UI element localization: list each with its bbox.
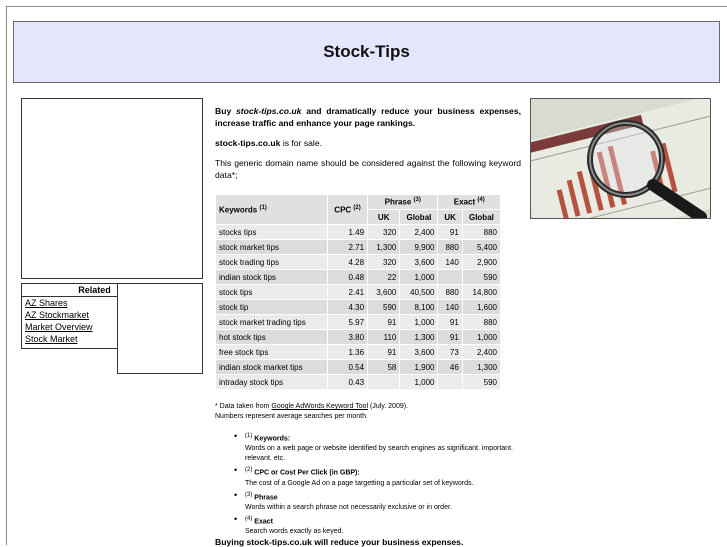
cell-kw: stock market tips (216, 240, 328, 255)
keyword-table (215, 194, 501, 390)
col-phrase-global: Global (400, 210, 438, 225)
cell-pgl: 8,100 (400, 300, 438, 315)
cell-egl: 1,300 (462, 360, 500, 375)
adwords-tool-link[interactable]: Google AdWords Keyword Tool (271, 403, 369, 410)
cell-puk (368, 375, 400, 390)
table-row (216, 360, 501, 375)
site-header (13, 21, 720, 83)
cell-cpc: 1.36 (328, 345, 368, 360)
definition-item: • $^{(2)}$ CPC or Cost Per Click (in GBP): The cost of a Google Ad on a page targetting a particular set of keywords. (245, 465, 525, 488)
ad-box-large[interactable] (21, 98, 203, 279)
cell-puk: 1,300 (368, 240, 400, 255)
cell-euk: 46 (438, 360, 462, 375)
table-row (216, 285, 501, 300)
cell-pgl: 1,900 (400, 360, 438, 375)
cell-kw: stock trading tips (216, 255, 328, 270)
table-row (216, 345, 501, 360)
cell-cpc: 1.49 (328, 225, 368, 240)
definition-item: • $^{(1)}$ Keywords: Words on a web page or website identified by search engines as significant. important. relevant. etc. (245, 431, 525, 464)
table-row (216, 300, 501, 315)
col-exact-uk: UK (438, 210, 462, 225)
cell-kw: stock tips (216, 285, 328, 300)
table-row (216, 375, 501, 390)
cell-euk: 73 (438, 345, 462, 360)
footer-text: Buying stock-tips.co.uk will reduce your business expenses. (215, 537, 464, 547)
site-title: Stock-Tips (323, 42, 410, 61)
table-row (216, 315, 501, 330)
cell-egl: 880 (462, 225, 500, 240)
cell-egl: 2,900 (462, 255, 500, 270)
cell-puk: 3,600 (368, 285, 400, 300)
related-link-stock-market[interactable]: Stock Market (25, 334, 78, 344)
cell-euk: 140 (438, 255, 462, 270)
cell-cpc: 2.71 (328, 240, 368, 255)
cell-egl: 5,400 (462, 240, 500, 255)
related-link-az-stockmarket[interactable]: AZ Stockmarket (25, 310, 90, 320)
col-exact: Exact $^{(4)}$ (438, 195, 501, 210)
sale-notice: stock-tips.co.uk is for sale. (215, 138, 322, 148)
cell-kw: stock tip (216, 300, 328, 315)
cell-euk: 91 (438, 315, 462, 330)
col-cpc: CPC $^{(2)}$ (328, 195, 368, 225)
footnotes (215, 402, 525, 538)
definition-item: • $^{(4)}$ Exact Search words exactly as keyed. (245, 514, 525, 537)
cell-cpc: 5.97 (328, 315, 368, 330)
cell-euk: 880 (438, 285, 462, 300)
cell-pgl: 40,500 (400, 285, 438, 300)
sale-domain: stock-tips.co.uk (215, 138, 281, 148)
cell-euk (438, 375, 462, 390)
cell-kw: hot stock tips (216, 330, 328, 345)
cell-euk: 91 (438, 330, 462, 345)
cell-cpc: 3.80 (328, 330, 368, 345)
table-row (216, 270, 501, 285)
cell-puk: 91 (368, 345, 400, 360)
cell-kw: stock market trading tips (216, 315, 328, 330)
cell-pgl: 1,000 (400, 270, 438, 285)
table-row (216, 255, 501, 270)
cell-cpc: 4.30 (328, 300, 368, 315)
cell-cpc: 4.28 (328, 255, 368, 270)
related-title: Related (22, 284, 167, 297)
cell-egl: 880 (462, 315, 500, 330)
cell-egl: 1,000 (462, 330, 500, 345)
cell-puk: 58 (368, 360, 400, 375)
cell-pgl: 1,000 (400, 375, 438, 390)
cell-pgl: 9,900 (400, 240, 438, 255)
cell-euk: 91 (438, 225, 462, 240)
cell-pgl: 1,000 (400, 315, 438, 330)
cell-pgl: 3,600 (400, 345, 438, 360)
cell-egl: 1,600 (462, 300, 500, 315)
related-link-az-shares[interactable]: AZ Shares (25, 298, 68, 308)
col-phrase: Phrase $^{(3)}$ (368, 195, 438, 210)
cell-puk: 22 (368, 270, 400, 285)
cell-cpc: 0.48 (328, 270, 368, 285)
cell-egl: 14,800 (462, 285, 500, 300)
generic-notice: This generic domain name should be considered against the following keyword data*; (215, 158, 521, 180)
cell-puk: 320 (368, 225, 400, 240)
related-link-market-overview[interactable]: Market Overview (25, 322, 93, 332)
cell-cpc: 0.54 (328, 360, 368, 375)
intro-content (215, 105, 521, 189)
data-source: * Data taken from Google AdWords Keyword Tool (July. 2009). (215, 403, 409, 410)
cell-kw: indian stock market tips (216, 360, 328, 375)
cell-euk: 880 (438, 240, 462, 255)
cell-kw: intraday stock tips (216, 375, 328, 390)
cell-egl: 590 (462, 375, 500, 390)
cell-pgl: 3,600 (400, 255, 438, 270)
cell-puk: 110 (368, 330, 400, 345)
intro-pitch: Buy stock-tips.co.uk and dramatically reduce your business expenses, increase traffic and enhance your page rankings. (215, 106, 522, 128)
definition-item: • $^{(3)}$ Phrase Words within a search phrase not necessarily exclusive or in order. (245, 490, 525, 513)
table-row (216, 240, 501, 255)
cell-euk (438, 270, 462, 285)
cell-euk: 140 (438, 300, 462, 315)
col-phrase-uk: UK (368, 210, 400, 225)
cell-kw: free stock tips (216, 345, 328, 360)
col-exact-global: Global (462, 210, 500, 225)
cell-egl: 2,400 (462, 345, 500, 360)
cell-puk: 320 (368, 255, 400, 270)
table-row (216, 330, 501, 345)
cell-pgl: 2,400 (400, 225, 438, 240)
col-keywords: Keywords $^{(1)}$ (216, 195, 328, 225)
cell-puk: 91 (368, 315, 400, 330)
cell-kw: indian stock tips (216, 270, 328, 285)
numbers-note: Numbers represent average searches per month. (215, 413, 368, 420)
cell-kw: stocks tips (216, 225, 328, 240)
cell-egl: 590 (462, 270, 500, 285)
cell-puk: 590 (368, 300, 400, 315)
cell-pgl: 1,300 (400, 330, 438, 345)
intro-domain: stock-tips.co.uk (236, 106, 302, 116)
cell-cpc: 2.41 (328, 285, 368, 300)
cell-cpc: 0.43 (328, 375, 368, 390)
table-row (216, 225, 501, 240)
ad-box-small[interactable] (117, 283, 203, 374)
definitions-list (215, 431, 525, 537)
magnifier-chart-photo (530, 98, 711, 219)
